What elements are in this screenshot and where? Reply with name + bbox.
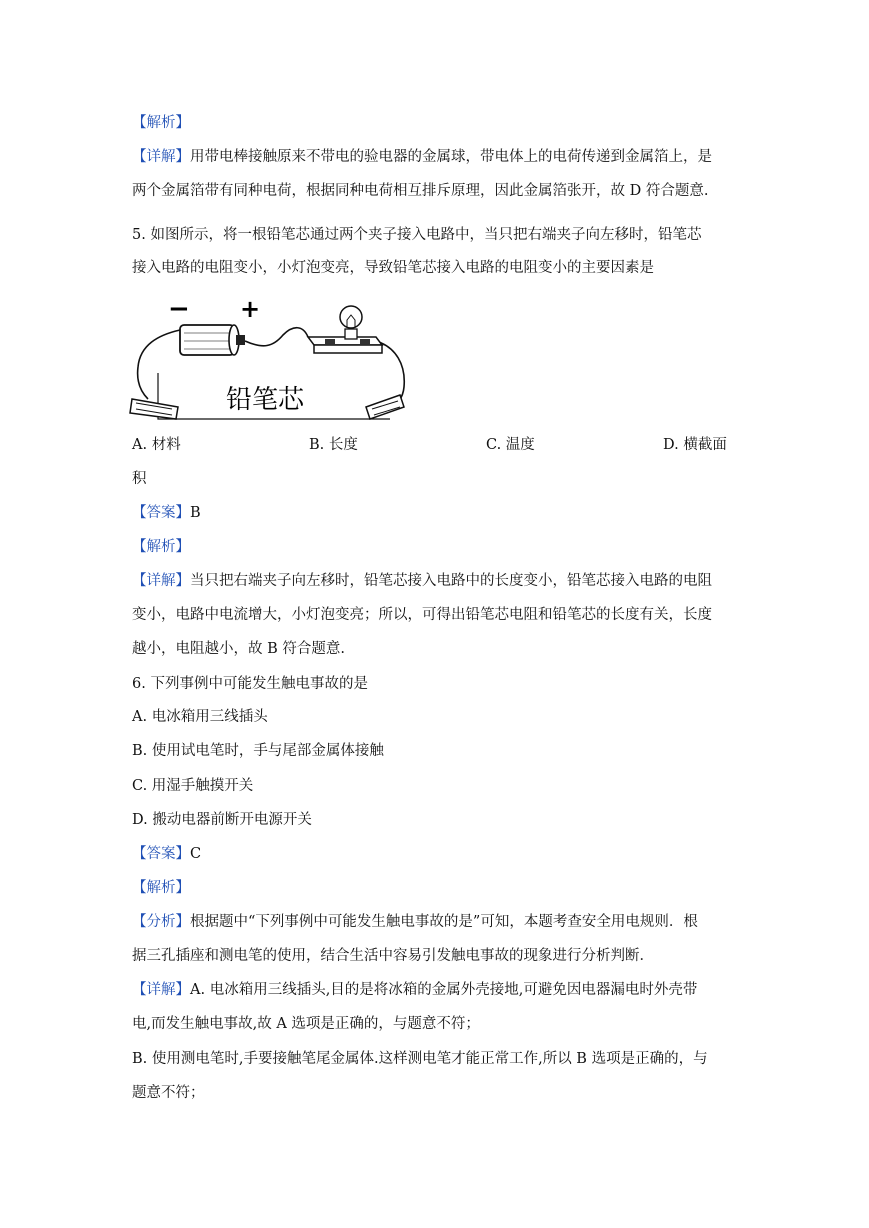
circuit-figure bbox=[128, 295, 418, 430]
q6-option-d: D. 搬动电器前断开电源开关 bbox=[132, 812, 312, 828]
detail-paragraph-cont: 题意不符； bbox=[132, 1085, 205, 1101]
detail-tag: 【详解】 bbox=[132, 982, 190, 998]
detail-paragraph bbox=[132, 147, 712, 167]
answer-value: C bbox=[190, 846, 202, 862]
detail-text: 当只把右端夹子向左移时，铅笔芯接入电路中的长度变小，铅笔芯接入电路的电阻 bbox=[190, 573, 712, 589]
battery-to-lamp-wire bbox=[245, 328, 308, 346]
breakdown-tag: 【分析】 bbox=[132, 914, 190, 930]
detail-text: A. 电冰箱用三线插头,目的是将冰箱的金属外壳接地,可避免因电器漏电时外壳带 bbox=[190, 982, 698, 998]
detail-tag: 【详解】 bbox=[132, 573, 190, 589]
option-b: B. 长度 bbox=[309, 437, 358, 453]
detail-paragraph-cont: 电,而发生触电事故,故 A 选项是正确的，与题意不符； bbox=[132, 1016, 480, 1032]
answer-tag: 【答案】 bbox=[132, 505, 190, 521]
negative-terminal-symbol: − bbox=[168, 295, 190, 324]
q6-option-b: B. 使用试电笔时，手与尾部金属体接触 bbox=[132, 743, 384, 759]
q6-option-a: A. 电冰箱用三线插头 bbox=[132, 709, 268, 725]
analysis-tag: 【解析】 bbox=[132, 115, 190, 131]
option-a: A. 材料 bbox=[132, 437, 181, 453]
detail-paragraph-cont bbox=[132, 181, 708, 201]
positive-terminal-symbol: + bbox=[240, 295, 261, 323]
analysis-tag: 【解析】 bbox=[132, 880, 190, 896]
right-clip bbox=[366, 395, 404, 419]
answer-line bbox=[132, 844, 201, 864]
question-text: 接入电路的电阻变小，小灯泡变亮，导致铅笔芯接入电路的电阻变小的主要因素是 bbox=[132, 260, 654, 276]
question-text: 5. 如图所示，将一根铅笔芯通过两个夹子接入电路中，当只把右端夹子向左移时，铅笔芯 bbox=[132, 227, 702, 243]
detail-tag: 【详解】 bbox=[132, 149, 190, 165]
option-c: C. 温度 bbox=[486, 437, 535, 453]
detail-text: 用带电棒接触原来不带电的验电器的金属球，带电体上的电荷传递到金属箔上，是 bbox=[190, 149, 712, 165]
detail-paragraph-cont: 越小，电阻越小，故 B 符合题意. bbox=[132, 641, 345, 657]
answer-value: B bbox=[190, 505, 201, 521]
answer-line bbox=[132, 503, 201, 523]
analysis-heading bbox=[132, 113, 190, 133]
battery bbox=[180, 325, 245, 355]
q6-option-c: C. 用湿手触摸开关 bbox=[132, 778, 254, 794]
breakdown-paragraph-cont: 据三孔插座和测电笔的使用，结合生活中容易引发触电事故的现象进行分析判断． bbox=[132, 948, 654, 964]
option-d-wrap: 积 bbox=[132, 471, 147, 487]
detail-paragraph bbox=[132, 571, 712, 591]
left-clip bbox=[130, 399, 178, 419]
detail-text: 两个金属箔带有同种电荷，根据同种电荷相互排斥原理，因此金属箔张开，故 D 符合题意. bbox=[132, 183, 709, 199]
left-wire bbox=[138, 330, 180, 399]
analysis-heading bbox=[132, 537, 190, 557]
breakdown-paragraph bbox=[132, 912, 698, 932]
pencil-lead-label: 铅笔芯 bbox=[226, 385, 305, 415]
analysis-tag: 【解析】 bbox=[132, 539, 190, 555]
detail-paragraph bbox=[132, 980, 697, 1000]
breakdown-text: 根据题中“下列事例中可能发生触电事故的是”可知，本题考查安全用电规则．根 bbox=[190, 914, 698, 930]
detail-paragraph-cont: 变小，电路中电流增大，小灯泡变亮；所以，可得出铅笔芯电阻和铅笔芯的长度有关，长度 bbox=[132, 607, 712, 623]
light-bulb-icon bbox=[308, 306, 382, 353]
option-d: D. 横截面 bbox=[663, 437, 727, 453]
answer-tag: 【答案】 bbox=[132, 846, 190, 862]
question-5-stem bbox=[132, 225, 701, 245]
question-5-stem-cont bbox=[132, 258, 654, 278]
detail-paragraph-cont: B. 使用测电笔时,手要接触笔尾金属体.这样测电笔才能正常工作,所以 B 选项是正确的，与 bbox=[132, 1051, 708, 1067]
question-6-stem: 6. 下列事例中可能发生触电事故的是 bbox=[132, 676, 368, 692]
analysis-heading bbox=[132, 878, 190, 898]
